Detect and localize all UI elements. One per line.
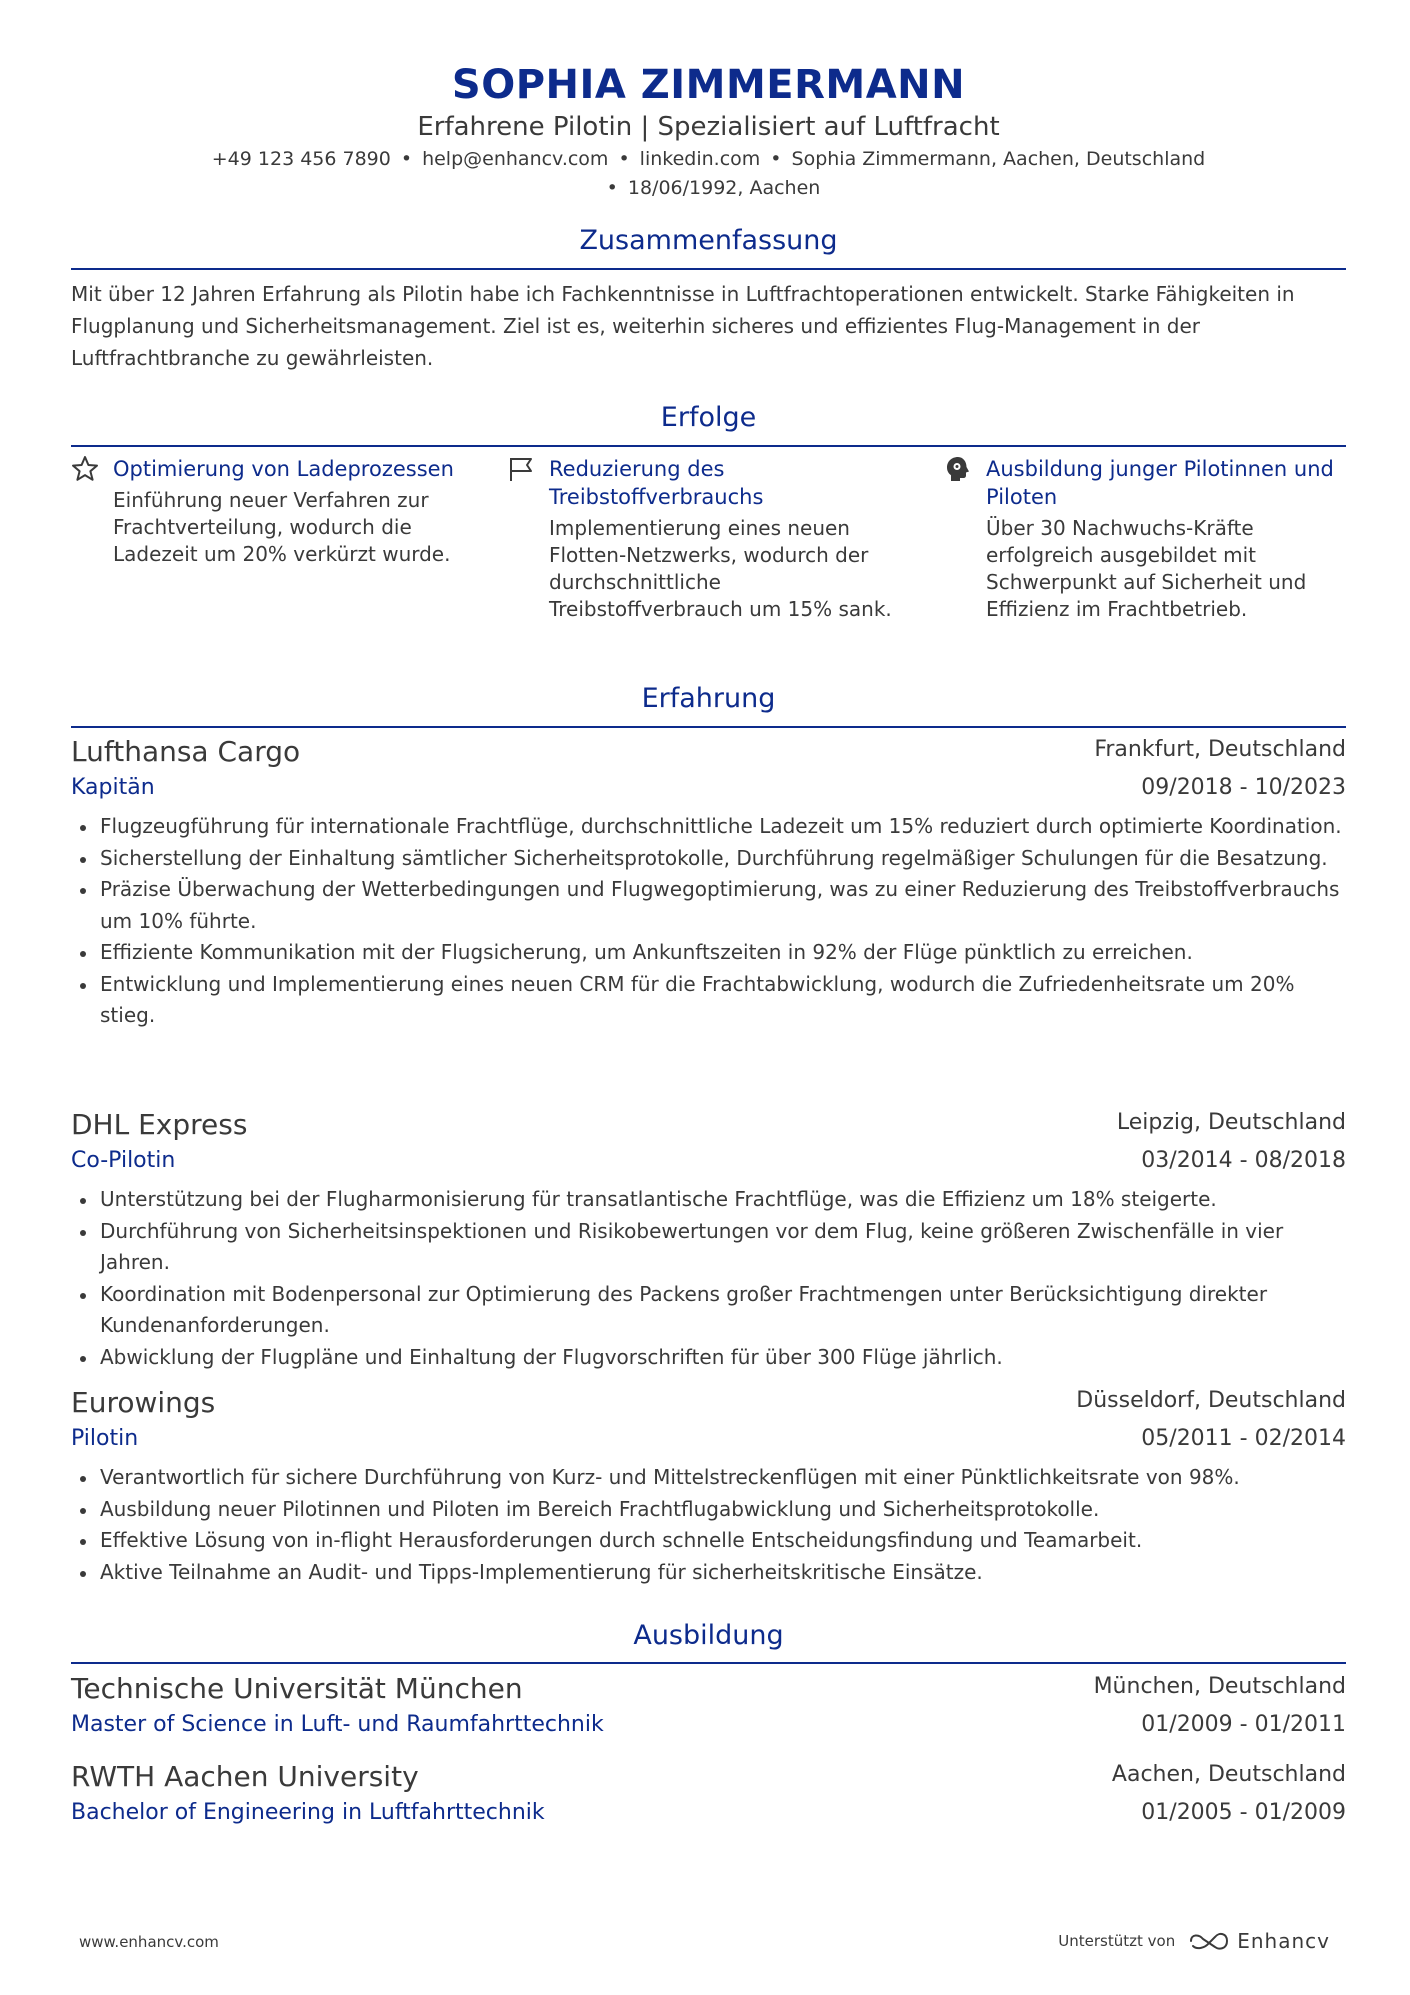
summary-divider [71, 268, 1346, 270]
school-name: Technische Universität München [71, 1672, 523, 1705]
job-bullets [71, 1462, 1346, 1588]
enhancv-logo-icon [1187, 1929, 1231, 1953]
footer-branding[interactable] [1058, 1926, 1330, 1956]
list-item: Flugzeugführung für internationale Frachtflüge, durchschnittliche Ladezeit um 15% reduziert durch optimierte Koordination. [71, 811, 1346, 843]
star-icon [71, 455, 99, 483]
achievement-item [944, 455, 1344, 623]
list-item: Aktive Teilnahme an Audit- und Tipps-Implementierung für sicherheitskritische Einsätze. [71, 1557, 1346, 1589]
linkedin[interactable]: linkedin.com [639, 148, 761, 170]
footer-website[interactable]: www.enhancv.com [79, 1933, 219, 1951]
achievements-divider [71, 445, 1346, 447]
job-company: DHL Express [71, 1108, 248, 1141]
job-location: Leipzig, Deutschland [1116, 1110, 1346, 1135]
achievement-desc: Implementierung eines neuen Flotten-Netzwerks, wodurch der durchschnittliche Treibstoffverbrauch um 15% sank. [549, 516, 892, 621]
achievement-title: Reduzierung des Treibstoffverbrauchs [549, 457, 764, 509]
contact-line: +49 123 456 7890 • help@enhancv.com • linkedin.com • Sophia Zimmermann, Aachen, Deutschland [211, 148, 1206, 170]
achievement-item [71, 455, 471, 568]
contact-line-2: • 18/06/1992, Aachen [606, 177, 821, 199]
list-item: Effiziente Kommunikation mit der Flugsicherung, um Ankunftszeiten in 92% der Flüge pünktlich zu erreichen. [71, 937, 1346, 969]
list-item: Ausbildung neuer Pilotinnen und Piloten im Bereich Frachtflugabwicklung und Sicherheitsprotokolle. [71, 1494, 1346, 1526]
education-dates: 01/2005 - 01/2009 [1141, 1800, 1346, 1825]
location: Sophia Zimmermann, Aachen, Deutschland [791, 148, 1206, 170]
phone: +49 123 456 7890 [211, 148, 391, 170]
experience-divider [71, 726, 1346, 728]
flag-icon [507, 455, 535, 483]
email[interactable]: help@enhancv.com [422, 148, 609, 170]
powered-by-label: Unterstützt von [1058, 1932, 1176, 1950]
headline: Erfahrene Pilotin | Spezialisiert auf Luftfracht [417, 112, 1000, 142]
achievement-desc: Über 30 Nachwuchs-Kräfte erfolgreich ausgebildet mit Schwerpunkt auf Sicherheit und Effizienz im Frachtbetrieb. [986, 516, 1307, 621]
list-item: Koordination mit Bodenpersonal zur Optimierung des Packens großer Frachtmengen unter Berücksichtigung direkter Kundenanforderungen. [71, 1279, 1346, 1342]
achievement-title: Ausbildung junger Pilotinnen und Piloten [986, 457, 1334, 509]
education-title: Ausbildung [633, 1620, 784, 1651]
degree: Bachelor of Engineering in Luftfahrttechnik [71, 1800, 545, 1825]
list-item: Verantwortlich für sichere Durchführung von Kurz- und Mittelstreckenflügen mit einer Pünktlichkeitsrate von 98%. [71, 1462, 1346, 1494]
list-item: Effektive Lösung von in-flight Herausforderungen durch schnelle Entscheidungsfindung und Teamarbeit. [71, 1525, 1346, 1557]
education-divider [71, 1662, 1346, 1664]
achievement-desc: Einführung neuer Verfahren zur Frachtverteilung, wodurch die Ladezeit um 20% verkürzt wurde. [113, 488, 451, 566]
achievement-item [507, 455, 907, 623]
birth-info: 18/06/1992, Aachen [627, 177, 821, 199]
job-dates: 05/2011 - 02/2014 [1141, 1426, 1346, 1451]
brand-name: Enhancv [1237, 1929, 1330, 1953]
job-role: Pilotin [71, 1426, 139, 1451]
job-location: Düsseldorf, Deutschland [1076, 1388, 1346, 1413]
job-location: Frankfurt, Deutschland [1094, 737, 1346, 762]
achievements-title: Erfolge [660, 402, 757, 433]
school-name: RWTH Aachen University [71, 1760, 419, 1793]
achievement-title: Optimierung von Ladeprozessen [113, 457, 454, 481]
job-bullets [71, 811, 1346, 1032]
list-item: Präzise Überwachung der Wetterbedingungen und Flugwegoptimierung, was zu einer Reduzierung des Treibstoffverbrauchs um 10% führte. [71, 874, 1346, 937]
list-item: Sicherstellung der Einhaltung sämtlicher Sicherheitsprotokolle, Durchführung regelmäßiger Schulungen für die Besatzung. [71, 843, 1346, 875]
experience-title: Erfahrung [641, 683, 776, 714]
summary-text: Mit über 12 Jahren Erfahrung als Pilotin habe ich Fachkenntnisse in Luftfrachtoperationen entwickelt. Starke Fähigkeiten in Flugplanung und Sicherheitsmanagement. Ziel ist es, weiterhin sicheres und effizientes Flug-Management in der Luftfrachtbranche zu gewährleisten. [71, 282, 1295, 370]
candidate-name: SOPHIA ZIMMERMANN [451, 62, 966, 108]
job-role: Co-Pilotin [71, 1148, 176, 1173]
job-dates: 03/2014 - 08/2018 [1141, 1148, 1346, 1173]
list-item: Durchführung von Sicherheitsinspektionen und Risikobewertungen vor dem Flug, keine größeren Zwischenfälle in vier Jahren. [71, 1216, 1346, 1279]
list-item: Unterstützung bei der Flugharmonisierung für transatlantische Frachtflüge, was die Effizienz um 18% steigerte. [71, 1184, 1346, 1216]
job-bullets [71, 1184, 1346, 1373]
summary-title: Zusammenfassung [579, 225, 838, 256]
school-location: Aachen, Deutschland [1111, 1762, 1346, 1787]
list-item: Abwicklung der Flugpläne und Einhaltung der Flugvorschriften für über 300 Flüge jährlich. [71, 1342, 1346, 1374]
degree: Master of Science in Luft- und Raumfahrttechnik [71, 1712, 604, 1737]
list-item: Entwicklung und Implementierung eines neuen CRM für die Frachtabwicklung, wodurch die Zufriedenheitsrate um 20% stieg. [71, 969, 1346, 1032]
job-dates: 09/2018 - 10/2023 [1141, 775, 1346, 800]
head-icon [944, 455, 972, 483]
job-company: Lufthansa Cargo [71, 735, 301, 768]
school-location: München, Deutschland [1093, 1674, 1346, 1699]
job-role: Kapitän [71, 775, 155, 800]
job-company: Eurowings [71, 1386, 216, 1419]
education-dates: 01/2009 - 01/2011 [1141, 1712, 1346, 1737]
